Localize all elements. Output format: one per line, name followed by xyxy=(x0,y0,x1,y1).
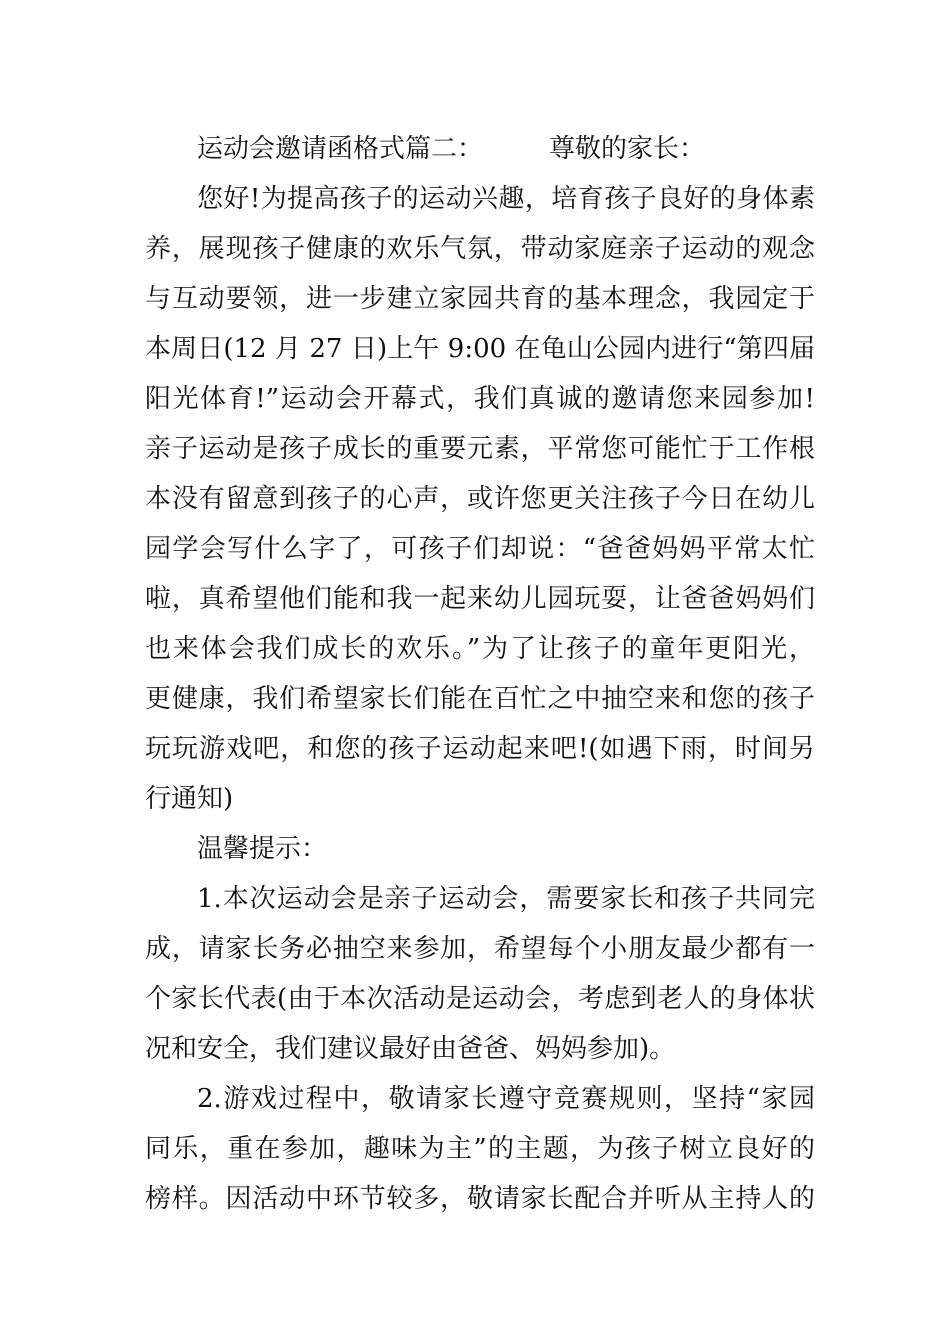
tip-line: 个家长代表(由于本次活动是运动会，考虑到老人的身体状 xyxy=(145,984,815,1014)
tip-line: 况和安全，我们建议最好由爸爸、妈妈参加)。 xyxy=(145,1034,676,1064)
paragraph-line: 园学会写什么字了，可孩子们却说：“爸爸妈妈平常太忙 xyxy=(145,534,815,564)
tips-heading: 温馨提示： xyxy=(197,834,328,864)
paragraph-line: 更健康，我们希望家长们能在百忙之中抽空来和您的孩子 xyxy=(145,684,815,714)
tip-line: 榜样。因活动中环节较多，敬请家长配合并听从主持人的 xyxy=(145,1184,815,1214)
paragraph-line: 啦，真希望他们能和我一起来幼儿园玩耍，让爸爸妈妈们 xyxy=(145,584,815,614)
paragraph-line: 本周日(12 月 27 日)上午 9:00 在龟山公园内进行“第四届 xyxy=(145,334,815,364)
document-title: 运动会邀请函格式篇二： xyxy=(197,134,484,164)
paragraph-line: 行通知) xyxy=(145,784,234,814)
paragraph-line: 阳光体育!”运动会开幕式，我们真诚的邀请您来园参加! xyxy=(145,384,815,414)
paragraph-line: 您好!为提高孩子的运动兴趣，培育孩子良好的身体素 xyxy=(197,184,815,214)
paragraph-line: 与互动要领，进一步建立家园共育的基本理念，我园定于 xyxy=(145,284,815,314)
tip-line: 成，请家长务必抽空来参加，希望每个小朋友最少都有一 xyxy=(145,934,815,964)
paragraph-line: 也来体会我们成长的欢乐。”为了让孩子的童年更阳光， xyxy=(145,634,815,664)
tip-line: 同乐，重在参加，趣味为主”的主题，为孩子树立良好的 xyxy=(145,1134,815,1164)
salutation: 尊敬的家长： xyxy=(549,134,706,164)
tip-line: 1.本次运动会是亲子运动会，需要家长和孩子共同完 xyxy=(197,884,815,914)
paragraph-line: 本没有留意到孩子的心声，或许您更关注孩子今日在幼儿 xyxy=(145,484,815,514)
paragraph-line: 养，展现孩子健康的欢乐气氛，带动家庭亲子运动的观念 xyxy=(145,234,815,264)
document-heading xyxy=(197,133,815,165)
tip-line: 2.游戏过程中，敬请家长遵守竞赛规则，坚持“家园 xyxy=(197,1084,815,1114)
paragraph-line: 亲子运动是孩子成长的重要元素，平常您可能忙于工作根 xyxy=(145,434,815,464)
paragraph-line: 玩玩游戏吧，和您的孩子运动起来吧!(如遇下雨，时间另 xyxy=(145,734,815,764)
